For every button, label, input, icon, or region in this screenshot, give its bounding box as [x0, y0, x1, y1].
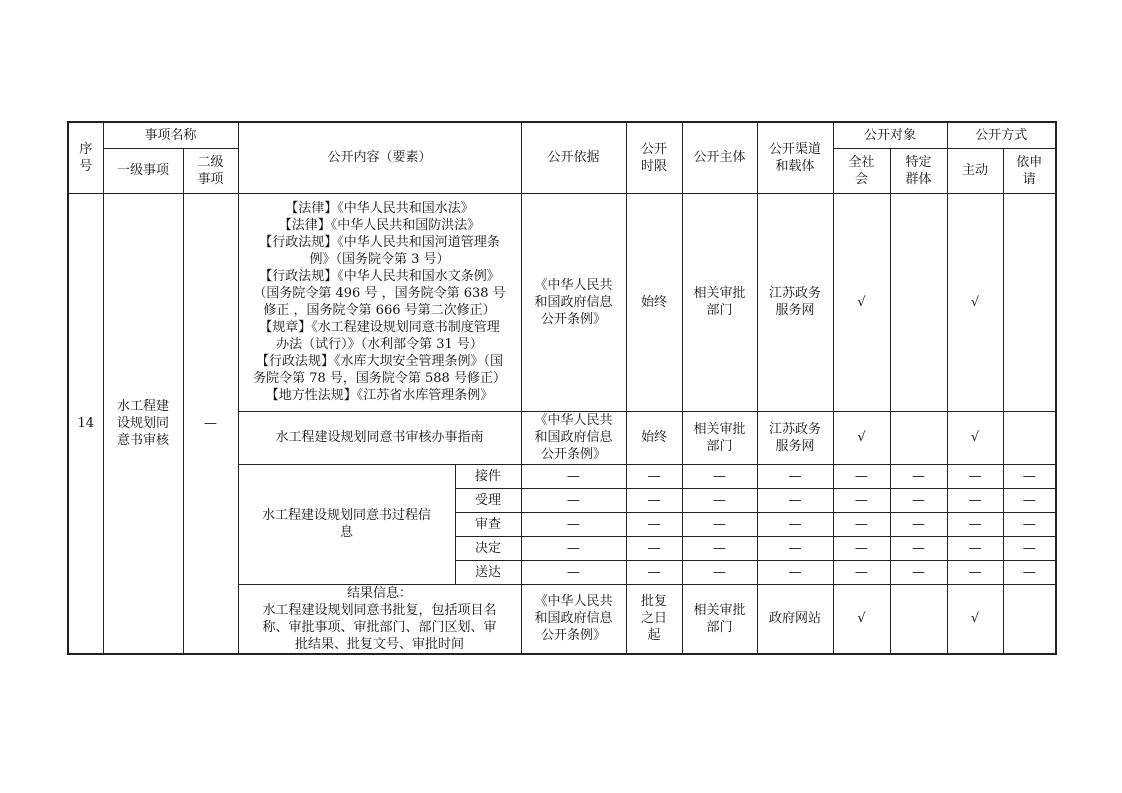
result-time-limit: 批复 之日 起 [626, 584, 682, 654]
process-dash: — [947, 464, 1003, 488]
process-dash: — [757, 560, 833, 584]
result-channel: 政府网站 [757, 584, 833, 654]
process-dash: — [833, 560, 890, 584]
process-dash: — [947, 536, 1003, 560]
guide-subject: 相关审批 部门 [682, 411, 757, 464]
guide-method-request [1003, 411, 1056, 464]
guide-channel: 江苏政务 服务网 [757, 411, 833, 464]
header-seq: 序 号 [68, 122, 103, 193]
process-dash: — [1003, 464, 1056, 488]
header-audience: 公开对象 [833, 122, 947, 148]
process-dash: — [947, 560, 1003, 584]
guide-time-limit: 始终 [626, 411, 682, 464]
header-level1: 一级事项 [103, 148, 183, 193]
process-dash: — [757, 536, 833, 560]
process-dash: — [1003, 512, 1056, 536]
process-dash: — [1003, 560, 1056, 584]
process-dash: — [682, 536, 757, 560]
header-item-name: 事项名称 [103, 122, 238, 148]
process-dash: — [521, 464, 626, 488]
result-content: 结果信息： 水工程建设规划同意书批复，包括项目名 称、审批事项、审批部门、部门区划、审 批结果、批复文号、审批时间 [238, 584, 521, 654]
guide-audience-all: √ [833, 411, 890, 464]
laws-time-limit: 始终 [626, 193, 682, 411]
laws-audience-specific [890, 193, 947, 411]
guide-basis: 《中华人民共 和国政府信息 公开条例》 [521, 411, 626, 464]
process-dash: — [890, 536, 947, 560]
laws-content: 【法律】《中华人民共和国水法》 【法律】《中华人民共和国防洪法》 【行政法规】《中华人民共和国河道管理条 例》（国务院令第 3 号） 【行政法规】《中华人民共和国水文条例》 （国务院令第 496 号 ，国务院令第 638 号 修正 ，国务院令第 666 号第二次修正） 【规章】《水工程建设规划同意书制度管理 办法（试行）》（水利部令第 31 号） 【行政法规】《水库大坝安全管理条例》（国 务院令第 78 号，国务院令第 588 号修正） 【地方性法规】《江苏省水库管理条例》 [238, 193, 521, 411]
header-subject: 公开主体 [682, 122, 757, 193]
process-dash: — [833, 536, 890, 560]
process-dash: — [682, 488, 757, 512]
process-dash: — [521, 488, 626, 512]
row-level1: 水工程建 设规划同 意书审核 [103, 193, 183, 654]
process-stage-label: 受理 [455, 488, 521, 512]
process-dash: — [626, 536, 682, 560]
laws-method-request [1003, 193, 1056, 411]
process-dash: — [682, 560, 757, 584]
process-dash: — [626, 464, 682, 488]
header-time-limit: 公开 时限 [626, 122, 682, 193]
process-dash: — [626, 560, 682, 584]
process-dash: — [521, 512, 626, 536]
result-method-request [1003, 584, 1056, 654]
process-content: 水工程建设规划同意书过程信 息 [238, 464, 455, 584]
process-dash: — [833, 512, 890, 536]
process-stage-label: 送达 [455, 560, 521, 584]
process-dash: — [626, 512, 682, 536]
laws-basis: 《中华人民共 和国政府信息 公开条例》 [521, 193, 626, 411]
result-audience-specific [890, 584, 947, 654]
header-audience-specific: 特定 群体 [890, 148, 947, 193]
process-dash: — [626, 488, 682, 512]
guide-audience-specific [890, 411, 947, 464]
process-dash: — [890, 464, 947, 488]
header-audience-all: 全社 会 [833, 148, 890, 193]
header-level2: 二级 事项 [183, 148, 238, 193]
process-dash: — [757, 488, 833, 512]
process-dash: — [947, 512, 1003, 536]
process-dash: — [833, 488, 890, 512]
header-content: 公开内容（要素） [238, 122, 521, 193]
process-dash: — [890, 488, 947, 512]
process-dash: — [521, 560, 626, 584]
result-basis: 《中华人民共 和国政府信息 公开条例》 [521, 584, 626, 654]
result-audience-all: √ [833, 584, 890, 654]
header-basis: 公开依据 [521, 122, 626, 193]
laws-audience-all: √ [833, 193, 890, 411]
process-dash: — [890, 560, 947, 584]
process-stage-label: 审查 [455, 512, 521, 536]
process-dash: — [947, 488, 1003, 512]
laws-subject: 相关审批 部门 [682, 193, 757, 411]
result-subject: 相关审批 部门 [682, 584, 757, 654]
process-dash: — [521, 536, 626, 560]
row-seq: 14 [68, 193, 103, 654]
header-channel: 公开渠道 和载体 [757, 122, 833, 193]
disclosure-table [67, 121, 1057, 655]
process-dash: — [682, 464, 757, 488]
laws-method-active: √ [947, 193, 1003, 411]
process-dash: — [1003, 536, 1056, 560]
process-dash: — [682, 512, 757, 536]
header-method-request: 依申 请 [1003, 148, 1056, 193]
header-method: 公开方式 [947, 122, 1056, 148]
result-method-active: √ [947, 584, 1003, 654]
process-dash: — [757, 464, 833, 488]
guide-content: 水工程建设规划同意书审核办事指南 [238, 411, 521, 464]
process-stage-label: 接件 [455, 464, 521, 488]
process-dash: — [890, 512, 947, 536]
process-dash: — [757, 512, 833, 536]
guide-method-active: √ [947, 411, 1003, 464]
process-dash: — [1003, 488, 1056, 512]
row-level2: — [183, 193, 238, 654]
process-dash: — [833, 464, 890, 488]
laws-channel: 江苏政务 服务网 [757, 193, 833, 411]
process-stage-label: 决定 [455, 536, 521, 560]
header-method-active: 主动 [947, 148, 1003, 193]
